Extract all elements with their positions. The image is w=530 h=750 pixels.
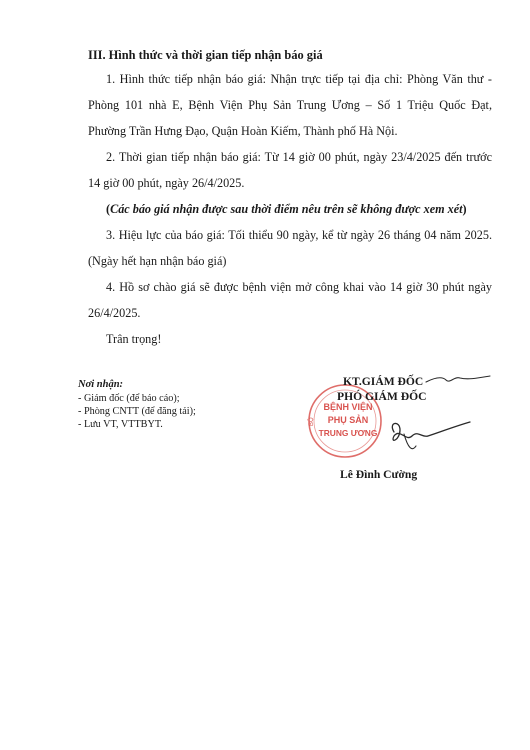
- recipient-item: - Giám đốc (để báo cáo);: [78, 393, 180, 404]
- recipient-item: - Lưu VT, VTTBYT.: [78, 419, 163, 430]
- recipient-item: - Phòng CNTT (để đăng tải);: [78, 406, 196, 417]
- note-close-paren: ): [462, 202, 467, 216]
- paragraph-submission-time: [88, 144, 492, 196]
- paragraph-closing: [88, 326, 492, 352]
- paragraph-text: 2. Thời gian tiếp nhận báo giá: Từ 14 giờ 00 phút, ngày 23/4/2025 đến trước 14 giờ 00 phút, ngày 26/4/2025.: [88, 150, 492, 190]
- paragraph-opening: [88, 274, 492, 326]
- paragraph-note: [88, 196, 492, 222]
- paragraph-text: 3. Hiệu lực của báo giá: Tối thiểu 90 ngày, kể từ ngày 26 tháng 04 năm 2025. (Ngày hết hạn nhận báo giá): [88, 228, 492, 268]
- note-open-paren: (: [106, 202, 111, 216]
- signer-name: Lê Đình Cường: [340, 468, 418, 481]
- stamp-line3: TRUNG ƯƠNG: [318, 428, 378, 438]
- paragraph-text: 4. Hồ sơ chào giá sẽ được bệnh viện mở công khai vào 14 giờ 30 phút ngày 26/4/2025.: [88, 280, 492, 320]
- closing-text: Trân trọng!: [106, 332, 162, 346]
- stamp-line1: BỆNH VIỆN: [323, 402, 373, 412]
- signature-title-2: PHÓ GIÁM ĐỐC: [337, 390, 427, 403]
- paragraph-submission-method: [88, 66, 492, 144]
- recipients-title: Nơi nhận:: [78, 379, 124, 390]
- paragraph-validity: [88, 222, 492, 274]
- stamp-side: BỘ: [309, 417, 315, 426]
- initial-mark: [424, 372, 494, 390]
- handwritten-signature: [360, 402, 510, 462]
- signature-title-1: KT.GIÁM ĐỐC: [343, 375, 424, 388]
- paragraph-text: 1. Hình thức tiếp nhận báo giá: Nhận trực tiếp tại địa chỉ: Phòng Văn thư - Phòng 101 nhà E, Bệnh Viện Phụ Sản Trung Ương – Số 1 Triệu Quốc Đạt, Phường Trần Hưng Đạo, Quận Hoàn Kiếm, Thành phố Hà Nội.: [88, 72, 492, 138]
- stamp-line2: PHỤ SẢN: [327, 415, 369, 425]
- section-heading: III. Hình thức và thời gian tiếp nhận báo giá: [88, 48, 323, 62]
- recipients-block: [78, 378, 278, 431]
- note-text: Các báo giá nhận được sau thời điểm nêu trên sẽ không được xem xét: [110, 202, 463, 216]
